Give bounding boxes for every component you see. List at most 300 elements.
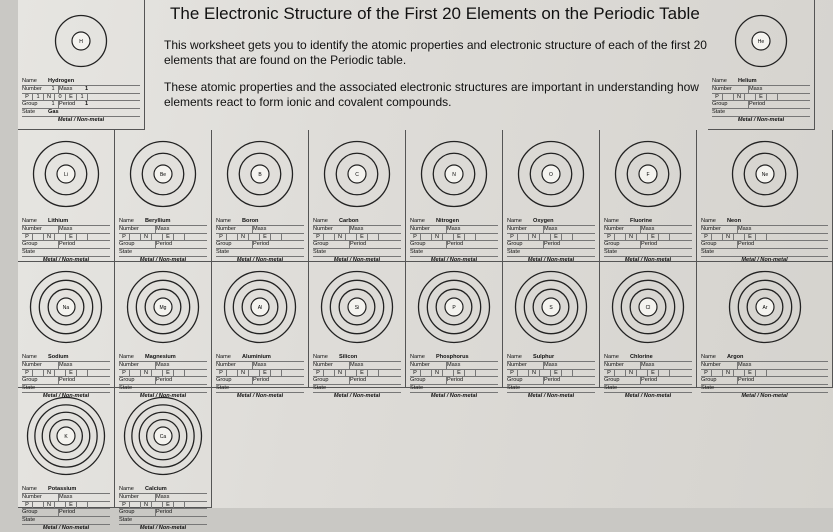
element-symbol: Ar — [762, 305, 767, 311]
element-symbol: Al — [257, 305, 263, 311]
atom-diagram-wrapper — [123, 396, 203, 476]
e-field[interactable] — [174, 234, 185, 241]
mass-field[interactable] — [570, 226, 595, 233]
mass-field[interactable]: 1 — [85, 85, 89, 92]
period-field[interactable] — [182, 241, 207, 248]
e-field[interactable] — [465, 234, 476, 241]
name-field[interactable]: Lithium — [48, 218, 69, 224]
atom-diagram-wrapper — [614, 140, 682, 208]
number-field[interactable] — [145, 226, 156, 233]
n-label: N — [44, 502, 55, 509]
state-field[interactable] — [242, 249, 304, 256]
e-field[interactable] — [659, 234, 670, 241]
element-symbol: Cl — [645, 305, 651, 311]
name-field[interactable]: Carbon — [339, 218, 359, 224]
state-field[interactable] — [533, 385, 595, 392]
n-label: N — [238, 234, 249, 241]
n-field[interactable] — [55, 502, 66, 509]
period-field[interactable] — [376, 241, 401, 248]
group-label: Group — [22, 241, 38, 248]
group-field[interactable] — [738, 101, 749, 108]
mass-field[interactable] — [764, 226, 828, 233]
p-field[interactable] — [33, 370, 44, 377]
number-label: Number — [701, 361, 721, 368]
element-symbol: S — [549, 305, 553, 311]
name-field[interactable]: Fluorine — [630, 218, 653, 224]
e-field[interactable] — [659, 370, 670, 377]
mass-label: Mass — [253, 361, 267, 368]
number-label: Number — [119, 225, 139, 232]
mass-field[interactable] — [182, 226, 207, 233]
e-field[interactable]: 1 — [77, 94, 88, 101]
state-field[interactable] — [630, 249, 692, 256]
atom-diagram-wrapper — [320, 270, 394, 344]
e-label: E — [66, 234, 77, 241]
group-field[interactable] — [436, 241, 447, 248]
n-label: N — [44, 234, 55, 241]
n-field[interactable] — [152, 502, 163, 509]
metal-nonmetal-label: Metal / Non-metal — [624, 256, 672, 263]
number-label: Number — [22, 361, 42, 368]
period-field[interactable] — [667, 377, 692, 384]
number-label: Number — [22, 493, 42, 500]
name-field[interactable]: Hydrogen — [48, 78, 75, 84]
element-card — [406, 262, 503, 399]
state-field[interactable] — [242, 385, 304, 392]
group-field[interactable] — [145, 377, 156, 384]
state-label: State — [22, 249, 36, 256]
n-label: N — [141, 370, 152, 377]
n-field[interactable] — [152, 234, 163, 241]
e-label: E — [260, 370, 271, 377]
period-field[interactable] — [570, 241, 595, 248]
number-field[interactable] — [630, 362, 641, 369]
e-field[interactable] — [562, 370, 573, 377]
mass-field[interactable] — [376, 226, 401, 233]
group-field[interactable] — [533, 377, 544, 384]
period-label: Period — [738, 377, 755, 384]
n-field[interactable] — [346, 234, 357, 241]
group-field[interactable] — [727, 377, 738, 384]
metal-nonmetal-label: Metal / Non-metal — [741, 392, 788, 399]
mass-field[interactable] — [775, 86, 810, 93]
period-label: Period — [350, 377, 367, 384]
number-field[interactable] — [242, 362, 253, 369]
p-field[interactable] — [712, 234, 723, 241]
name-label: Name — [216, 354, 231, 360]
number-label: Number — [216, 225, 236, 232]
n-field[interactable] — [637, 234, 648, 241]
state-field[interactable] — [48, 517, 110, 524]
atom-diagram — [728, 270, 802, 344]
n-field[interactable] — [443, 234, 454, 241]
mass-field[interactable] — [279, 226, 304, 233]
n-field[interactable] — [734, 234, 745, 241]
name-field[interactable]: Helium — [738, 78, 757, 84]
group-field[interactable] — [48, 241, 59, 248]
group-field[interactable] — [145, 241, 156, 248]
group-field[interactable] — [630, 241, 641, 248]
name-label: Name — [22, 354, 37, 360]
group-label: Group — [712, 101, 728, 108]
number-field[interactable] — [436, 362, 447, 369]
period-field[interactable] — [473, 377, 498, 384]
n-label: N — [432, 234, 443, 241]
element-info-form — [507, 218, 595, 264]
e-field[interactable] — [562, 234, 573, 241]
number-field[interactable] — [436, 226, 447, 233]
group-field[interactable] — [727, 241, 738, 248]
number-field[interactable] — [738, 86, 749, 93]
e-label: E — [745, 234, 756, 241]
name-field[interactable]: Aluminium — [242, 354, 271, 360]
mass-field[interactable] — [85, 494, 110, 501]
group-field[interactable] — [48, 509, 59, 516]
mass-label: Mass — [738, 361, 752, 368]
name-field[interactable]: Oxygen — [533, 218, 554, 224]
mass-field[interactable] — [182, 494, 207, 501]
mass-field[interactable] — [85, 362, 110, 369]
e-label: E — [163, 370, 174, 377]
group-field[interactable] — [533, 241, 544, 248]
number-label: Number — [22, 85, 42, 92]
n-label: N — [723, 370, 734, 377]
p-label: P — [216, 234, 227, 241]
atom-diagram-wrapper — [420, 140, 488, 208]
name-field[interactable]: Silicon — [339, 354, 358, 360]
name-field[interactable]: Calcium — [145, 486, 167, 492]
metal-nonmetal-label: Metal / Non-metal — [737, 116, 785, 123]
group-field[interactable] — [242, 377, 253, 384]
atom-diagram-wrapper — [517, 140, 585, 208]
number-field[interactable] — [727, 362, 738, 369]
number-field[interactable] — [727, 226, 738, 233]
e-field[interactable] — [271, 370, 282, 377]
element-card — [212, 262, 309, 399]
n-field[interactable] — [346, 370, 357, 377]
p-field[interactable] — [615, 234, 626, 241]
e-label: E — [163, 502, 174, 509]
atom-diagram-wrapper — [734, 14, 788, 68]
e-field[interactable] — [174, 370, 185, 377]
atom-diagram — [611, 270, 685, 344]
group-field[interactable] — [339, 377, 350, 384]
metal-nonmetal-label: Metal / Non-metal — [236, 256, 284, 263]
group-field[interactable] — [339, 241, 350, 248]
p-field[interactable]: 1 — [33, 94, 44, 101]
atom-diagram — [32, 140, 100, 208]
number-field[interactable] — [533, 362, 544, 369]
n-label: N — [335, 234, 346, 241]
p-label: P — [604, 370, 615, 377]
mass-field[interactable] — [667, 362, 692, 369]
period-field[interactable]: 1 — [85, 101, 89, 108]
state-label: State — [119, 517, 133, 524]
p-field[interactable] — [324, 234, 335, 241]
period-field[interactable] — [473, 241, 498, 248]
n-label: N — [626, 370, 637, 377]
e-field[interactable] — [767, 94, 778, 101]
n-label: N — [44, 370, 55, 377]
element-card — [18, 262, 115, 399]
name-field[interactable]: Phosphorus — [436, 354, 469, 360]
state-label: State — [22, 385, 36, 392]
period-field[interactable] — [764, 241, 828, 248]
mass-field[interactable] — [279, 362, 304, 369]
period-field[interactable] — [570, 377, 595, 384]
e-label: E — [648, 234, 659, 241]
p-field[interactable] — [33, 502, 44, 509]
p-field[interactable] — [130, 234, 141, 241]
period-field[interactable] — [376, 377, 401, 384]
state-field[interactable] — [436, 249, 498, 256]
state-field[interactable] — [436, 385, 498, 392]
state-field[interactable] — [339, 385, 401, 392]
number-label: Number — [507, 361, 527, 368]
e-label: E — [260, 234, 271, 241]
e-field[interactable] — [756, 370, 767, 377]
p-field[interactable] — [227, 234, 238, 241]
atom-diagram — [731, 140, 799, 208]
atom-diagram-wrapper — [323, 140, 391, 208]
number-label: Number — [604, 361, 624, 368]
mass-field[interactable] — [182, 362, 207, 369]
n-field[interactable] — [249, 234, 260, 241]
group-field[interactable] — [436, 377, 447, 384]
e-label: E — [454, 234, 465, 241]
period-label: Period — [544, 241, 561, 248]
period-field[interactable] — [667, 241, 692, 248]
mass-field[interactable] — [667, 226, 692, 233]
number-field[interactable] — [48, 494, 59, 501]
name-field[interactable]: Boron — [242, 218, 259, 224]
group-field[interactable]: 1 — [48, 101, 59, 108]
name-field[interactable]: Chlorine — [630, 354, 653, 360]
element-info-form — [22, 218, 110, 264]
p-field[interactable] — [421, 234, 432, 241]
n-label: N — [626, 234, 637, 241]
name-field[interactable]: Potassium — [48, 486, 77, 492]
n-field[interactable] — [734, 370, 745, 377]
e-field[interactable] — [77, 370, 88, 377]
mass-label: Mass — [350, 225, 364, 232]
atom-diagram — [734, 14, 788, 68]
name-field[interactable]: Sodium — [48, 354, 69, 360]
n-label: N — [432, 370, 443, 377]
e-field[interactable] — [465, 370, 476, 377]
n-field[interactable] — [540, 234, 551, 241]
group-label: Group — [701, 241, 717, 248]
p-label: P — [410, 370, 421, 377]
n-field[interactable] — [55, 234, 66, 241]
atom-diagram — [614, 140, 682, 208]
group-field[interactable] — [145, 509, 156, 516]
p-field[interactable] — [130, 370, 141, 377]
element-card — [18, 130, 115, 262]
period-field[interactable] — [279, 241, 304, 248]
element-card — [115, 262, 212, 399]
element-card — [212, 130, 309, 262]
number-field[interactable] — [339, 226, 350, 233]
p-field[interactable] — [130, 502, 141, 509]
intro-paragraph-1: This worksheet gets you to identify the atomic properties and electronic structure of each of the first 20 elements that are found on the Periodic table. — [164, 38, 707, 67]
element-card — [115, 388, 212, 531]
element-info-form — [507, 354, 595, 400]
state-label: State — [119, 385, 133, 392]
state-field[interactable] — [630, 385, 692, 392]
period-field[interactable] — [85, 241, 110, 248]
n-field[interactable] — [249, 370, 260, 377]
period-field[interactable] — [775, 101, 810, 108]
state-field[interactable] — [48, 249, 110, 256]
element-card — [503, 130, 600, 262]
p-label: P — [507, 370, 518, 377]
p-field[interactable] — [615, 370, 626, 377]
state-label: State — [604, 249, 618, 256]
n-field[interactable] — [637, 370, 648, 377]
n-field[interactable] — [540, 370, 551, 377]
name-label: Name — [216, 218, 231, 224]
metal-nonmetal-label: Metal / Non-metal — [430, 256, 478, 263]
state-label: State — [313, 249, 327, 256]
e-field[interactable] — [77, 234, 88, 241]
e-field[interactable] — [271, 234, 282, 241]
n-field[interactable]: 0 — [55, 94, 66, 101]
state-field[interactable] — [339, 249, 401, 256]
number-field[interactable] — [533, 226, 544, 233]
name-label: Name — [119, 486, 134, 492]
mass-label: Mass — [156, 361, 170, 368]
name-field[interactable]: Nitrogen — [436, 218, 459, 224]
name-field[interactable]: Magnesium — [145, 354, 176, 360]
n-field[interactable] — [152, 370, 163, 377]
number-field[interactable] — [48, 362, 59, 369]
group-field[interactable] — [630, 377, 641, 384]
e-field[interactable] — [368, 370, 379, 377]
number-field[interactable] — [145, 362, 156, 369]
element-info-form — [604, 354, 692, 400]
name-label: Name — [507, 354, 522, 360]
p-field[interactable] — [421, 370, 432, 377]
group-field[interactable] — [242, 241, 253, 248]
mass-label: Mass — [156, 225, 170, 232]
period-field[interactable] — [182, 509, 207, 516]
p-field[interactable] — [712, 370, 723, 377]
atom-diagram — [123, 396, 203, 476]
number-field[interactable]: 1 — [48, 86, 59, 93]
group-field[interactable] — [48, 377, 59, 384]
atom-diagram-wrapper — [611, 270, 685, 344]
e-field[interactable] — [77, 502, 88, 509]
number-field[interactable] — [48, 226, 59, 233]
name-field[interactable]: Argon — [727, 354, 744, 360]
mass-label: Mass — [350, 361, 364, 368]
e-field[interactable] — [368, 234, 379, 241]
state-field[interactable] — [533, 249, 595, 256]
p-field[interactable] — [227, 370, 238, 377]
metal-nonmetal-label: Metal / Non-metal — [624, 392, 672, 399]
metal-nonmetal-label: Metal / Non-metal — [139, 392, 187, 399]
number-label: Number — [701, 225, 721, 232]
group-label: Group — [216, 241, 232, 248]
mass-field[interactable] — [570, 362, 595, 369]
state-label: State — [701, 385, 715, 392]
atom-diagram-wrapper — [417, 270, 491, 344]
atom-diagram-wrapper — [514, 270, 588, 344]
group-label: Group — [604, 241, 620, 248]
period-field[interactable] — [85, 509, 110, 516]
e-field[interactable] — [756, 234, 767, 241]
number-label: Number — [22, 225, 42, 232]
atom-diagram — [226, 140, 294, 208]
state-label: State — [216, 249, 230, 256]
state-field[interactable] — [727, 385, 828, 392]
period-field[interactable] — [85, 377, 110, 384]
p-field[interactable] — [33, 234, 44, 241]
element-symbol: P — [452, 305, 456, 311]
element-card — [309, 262, 406, 399]
number-field[interactable] — [339, 362, 350, 369]
n-field[interactable] — [443, 370, 454, 377]
name-label: Name — [604, 218, 619, 224]
e-label: E — [551, 370, 562, 377]
number-field[interactable] — [630, 226, 641, 233]
p-field[interactable] — [518, 370, 529, 377]
name-field[interactable]: Beryllium — [145, 218, 171, 224]
element-symbol: O — [549, 172, 553, 178]
e-label: E — [66, 502, 77, 509]
p-field[interactable] — [723, 94, 734, 101]
period-field[interactable] — [279, 377, 304, 384]
atom-diagram-wrapper — [226, 140, 294, 208]
name-field[interactable]: Sulphur — [533, 354, 555, 360]
element-info-form — [216, 354, 304, 400]
atom-diagram — [320, 270, 394, 344]
period-field[interactable] — [764, 377, 828, 384]
period-label: Period — [641, 377, 658, 384]
mass-field[interactable] — [764, 362, 828, 369]
element-info-form — [216, 218, 304, 264]
mass-field[interactable] — [473, 226, 498, 233]
state-field[interactable] — [145, 517, 207, 524]
state-field[interactable]: Gas — [48, 109, 59, 116]
period-field[interactable] — [182, 377, 207, 384]
p-field[interactable] — [324, 370, 335, 377]
number-label: Number — [119, 493, 139, 500]
state-field[interactable] — [145, 249, 207, 256]
mass-label: Mass — [59, 85, 73, 92]
number-field[interactable] — [145, 494, 156, 501]
mass-field[interactable] — [376, 362, 401, 369]
mass-field[interactable] — [85, 226, 110, 233]
metal-nonmetal-label: Metal / Non-metal — [741, 256, 788, 263]
name-label: Name — [22, 78, 37, 84]
number-field[interactable] — [242, 226, 253, 233]
element-symbol: C — [355, 172, 359, 178]
n-field[interactable] — [55, 370, 66, 377]
name-field[interactable]: Neon — [727, 218, 741, 224]
p-field[interactable] — [518, 234, 529, 241]
mass-field[interactable] — [473, 362, 498, 369]
e-field[interactable] — [174, 502, 185, 509]
group-label: Group — [701, 377, 717, 384]
atom-diagram-wrapper — [32, 140, 100, 208]
group-label: Group — [22, 377, 38, 384]
state-field[interactable] — [738, 109, 810, 116]
metal-nonmetal-label: Metal / Non-metal — [236, 392, 284, 399]
n-field[interactable] — [745, 94, 756, 101]
state-field[interactable] — [727, 249, 828, 256]
